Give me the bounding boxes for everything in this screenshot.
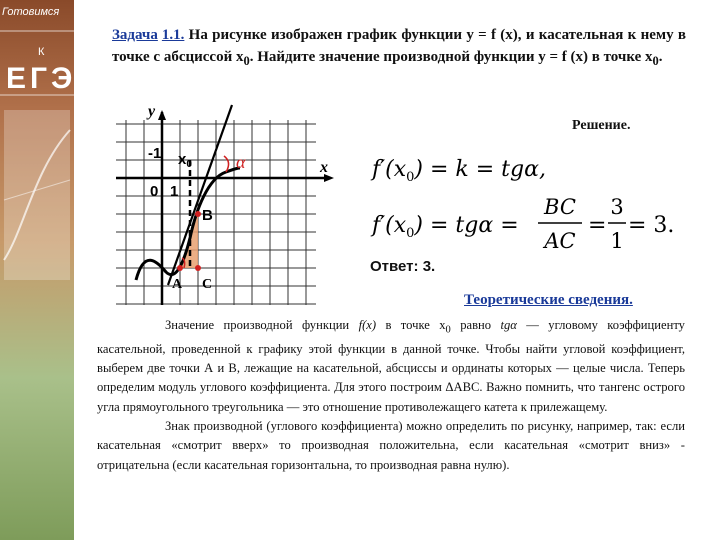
formula-derivative-k	[372, 148, 612, 188]
point-c	[195, 265, 201, 271]
problem-statement	[112, 24, 686, 72]
sidebar-banner	[0, 0, 77, 540]
task-word: Задача	[112, 27, 158, 43]
equals-sign: =	[588, 213, 607, 238]
y-axis-label: y	[148, 103, 156, 120]
frac2-denominator: 1	[610, 229, 624, 253]
frac1-numerator: BC	[544, 195, 576, 219]
svg-text:f′(x0) = tgα =	[370, 213, 519, 241]
frac2-numerator: 3	[610, 195, 624, 219]
alpha-label: α	[236, 152, 246, 172]
theory-body	[97, 316, 685, 475]
formula1-lhs: f′(x	[372, 157, 407, 182]
solution-label: Решение.	[572, 118, 631, 133]
sidebar-ege-logo: ЕГЭ	[6, 62, 77, 95]
sidebar-k-letter: К	[38, 46, 45, 58]
sidebar-decoration	[4, 110, 70, 280]
formula2-lhs: f′(x	[372, 213, 407, 238]
x0-subscript: 0	[652, 54, 659, 68]
statement-part-2: . Найдите значение производной функции y = f (x) в точке x	[249, 49, 653, 65]
function-graph	[96, 103, 336, 310]
formula2-sub: 0	[406, 226, 415, 241]
theory-heading: Теоретические сведения.	[464, 292, 633, 308]
x-axis-label: x	[320, 159, 328, 176]
sidebar-curve-icon	[4, 110, 70, 280]
a-label: A	[172, 277, 183, 292]
point-a	[177, 265, 183, 271]
task-number: 1.1.	[161, 27, 185, 43]
svg-text:f′(x0) = k = tgα,	[370, 157, 546, 185]
origin-label: 0	[150, 183, 159, 200]
formula1-rhs: ) = k = tgα,	[414, 157, 546, 182]
frac1-denominator: AC	[544, 229, 576, 253]
answer-text: Ответ: 3.	[370, 258, 436, 275]
statement-part-1: На рисунке изображен график функции y = f (x), и касательная к нему в точке с абсциссой x	[112, 27, 686, 65]
b-label: B	[202, 207, 213, 224]
theory-paragraph-1: Значение производной функции f(x) в точке $x_0$ равно tgα — угловому коэффициенту касательной, проведенной к графику этой функции в данной точке. Чтобы найти угловой коэффициент, выберем две точки А и В, лежащие на касательной, абсциссы и ординаты которых — целые числа. Теперь определим модуль углового коэффициента. Для этого построим ΔABC. Важно помнить, что тангенс острого угла прямоугольного треугольника — это отношение противолежащего катета к прилежащему.	[97, 318, 685, 414]
theory-paragraph-2: Знак производной (углового коэффициента) можно определить по рисунку, например, так: если касательная «смотрит вверх» то производная положительна, если касательная «смотрит вниз» - отрицательна (если касательная горизонтальна, то производная равна нулю).	[97, 419, 685, 472]
sidebar-logo-top: Готовимся	[2, 6, 60, 18]
c-label: C	[202, 277, 213, 292]
neg-one-label: -1	[148, 145, 162, 162]
one-label: 1	[170, 183, 179, 200]
y-axis-arrow-icon	[158, 110, 166, 120]
formula2-mid: ) = tgα =	[414, 213, 519, 238]
x0-label: $x_0$	[178, 151, 192, 170]
formula1-sub: 0	[406, 170, 415, 185]
sidebar-stripe	[0, 30, 74, 32]
point-b	[195, 211, 201, 217]
angle-arc	[224, 156, 229, 172]
x0-subscript: 0	[243, 54, 250, 68]
formula-tangent	[372, 190, 675, 260]
formula2-end: = 3.	[628, 213, 675, 238]
statement-end: .	[658, 49, 663, 65]
